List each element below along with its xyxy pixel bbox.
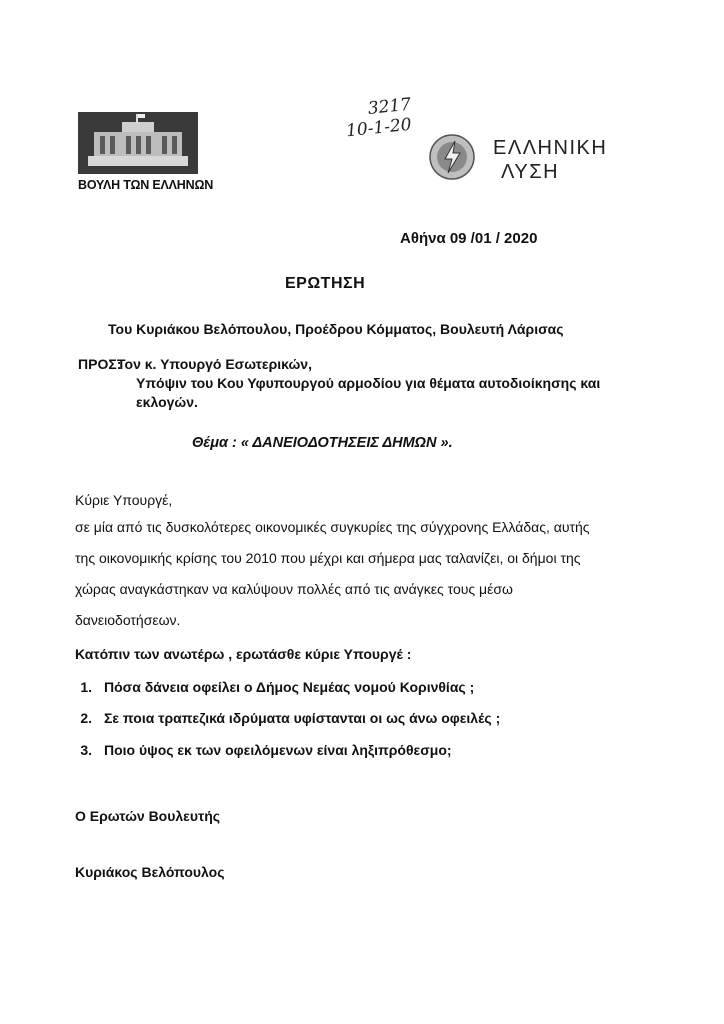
question-number: 2. — [80, 710, 92, 726]
question-item — [70, 710, 500, 726]
to-line-3: εκλογών. — [136, 394, 198, 410]
party-name-line2: ΛΥΣΗ — [501, 161, 560, 183]
handwritten-date: 10-1-20 — [345, 114, 413, 142]
body-line: της οικονομικής κρίσης του 2010 που μέχρι και σήμερα μας ταλανίζει, οι δήμοι της — [75, 550, 581, 566]
body-line: σε μία από τις δυσκολότερες οικονομικές συγκυρίες της σύγχρονης Ελλάδας, αυτής — [75, 519, 590, 535]
parliament-caption: ΒΟΥΛΗ ΤΩΝ ΕΛΛΗΝΩΝ — [78, 178, 214, 192]
party-emblem-logo — [428, 133, 476, 181]
to-line-2: Υπόψιν του Κου Υφυπουργού αρμοδίου για θέματα αυτοδιοίκησης και — [136, 375, 601, 391]
question-item — [70, 742, 452, 758]
document-title: ΕΡΩΤΗΣΗ — [285, 275, 366, 292]
salutation: Κύριε Υπουργέ, — [75, 492, 173, 508]
party-name-line1: ΕΛΛΗΝΙΚΗ — [493, 137, 608, 159]
handwritten-number: 3217 — [366, 94, 413, 120]
to-label: ΠΡΟΣ: — [78, 356, 122, 372]
body-line: χώρας αναγκάστηκαν να καλύψουν πολλές από τις ανάγκες τους μέσω — [75, 581, 513, 597]
question-number: 3. — [80, 742, 92, 758]
question-item — [70, 679, 474, 695]
question-number: 1. — [80, 679, 92, 695]
signer-role: Ο Ερωτών Βουλευτής — [75, 808, 221, 824]
parliament-building-logo — [78, 112, 198, 174]
handwritten-protocol — [343, 95, 414, 142]
body-line: δανειοδοτήσεων. — [75, 612, 181, 628]
question-text: Ποιο ύψος εκ των οφειλόμενων είναι ληξιπρόθεσμο; — [104, 742, 452, 758]
to-line-1: Τον κ. Υπουργό Εσωτερικών, — [117, 356, 312, 372]
questions-lead-in: Κατόπιν των ανωτέρω , ερωτάσθε κύριε Υπουργέ : — [75, 646, 412, 662]
subject-line: Θέμα : « ΔΑΝΕΙΟΔΟΤΗΣΕΙΣ ΔΗΜΩΝ ». — [192, 435, 453, 451]
question-text: Πόσα δάνεια οφείλει ο Δήμος Νεμέας νομού Κορινθίας ; — [104, 679, 475, 695]
party-name — [493, 136, 607, 184]
question-text: Σε ποια τραπεζικά ιδρύματα υφίστανται οι ως άνω οφειλές ; — [104, 710, 501, 726]
signer-name: Κυριάκος Βελόπουλος — [75, 864, 225, 880]
from-line: Του Κυριάκου Βελόπουλου, Προέδρου Κόμματος, Βουλευτή Λάρισας — [108, 321, 564, 337]
document-date: Αθήνα 09 /01 / 2020 — [400, 230, 538, 247]
